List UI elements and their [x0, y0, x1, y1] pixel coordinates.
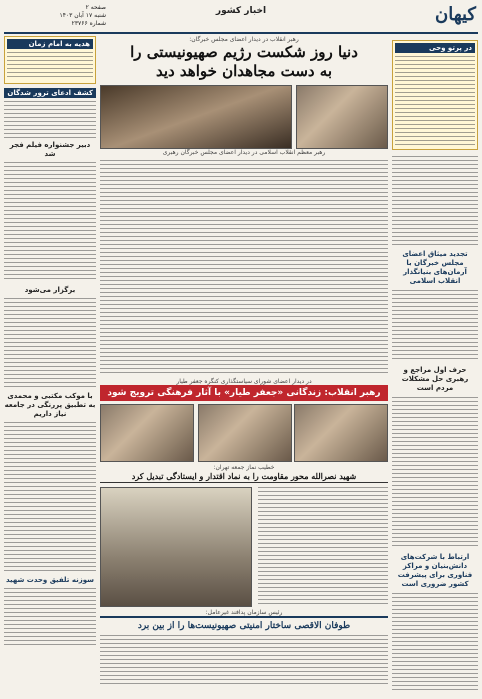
lead-photo-audience: [100, 85, 292, 149]
band2-kicker: خطیب نماز جمعه تهران:: [213, 464, 275, 471]
lead-photos: [100, 85, 388, 147]
band2-photo: [100, 487, 252, 607]
gift-box: [4, 36, 96, 84]
band3-kicker: رئیس سازمان پدافند غیرعامل:: [205, 609, 283, 616]
vahy-text: [395, 56, 475, 146]
right-text-2: [392, 290, 478, 360]
issue-meta: صفحه ۲ شنبه ۱۷ آبان ۱۴۰۳ شماره ۲۳۷۶۶: [59, 4, 106, 27]
left-text-4: [4, 422, 96, 572]
right-text-3: [392, 397, 478, 547]
lead-headline-line1: دنیا روز شکست رژیم صهیونیستی را: [130, 43, 358, 61]
right-text-4: [392, 593, 478, 693]
left-text-3: [4, 298, 96, 388]
gift-text: [7, 52, 93, 80]
left-headline-4: سوزنه تلفیق وحدت شهید: [5, 576, 95, 584]
right-column: [392, 36, 478, 691]
band1-photo-2: [198, 404, 292, 462]
lead-body-text: [100, 160, 388, 375]
lead-photo-main: [296, 85, 388, 149]
band1-photos: [100, 404, 388, 460]
left-headline-1: دبیر جشنواره فیلم فجر شد: [9, 141, 91, 158]
band3-text: [100, 635, 388, 687]
right-text-1: [392, 156, 478, 246]
left-text-5: [4, 588, 96, 648]
band1-photo-1: [294, 404, 388, 462]
left-text-2: [4, 162, 96, 282]
lead-headline-line2: به دست مجاهدان خواهد دید: [155, 62, 333, 80]
band1-photo-3: [100, 404, 194, 462]
band1-headline: رهبر انقلاب: زندگانی «جعفر طیار» با آثار فرهنگی ترویج شود: [100, 385, 388, 401]
right-headline-2: حرف اول مراجع و رهبری حل مشکلات مردم است: [401, 366, 469, 392]
lead-caption: رهبر معظم انقلاب اسلامی در دیدار اعضای مجلس خبرگان رهبری: [162, 149, 326, 156]
left-headline-3: با موکب مکتبی و محمدی به تطبیق پررنگی در جامعه نیاز داریم: [4, 392, 96, 418]
band1-kicker: در دیدار اعضای شورای سیاستگذاری کنگره جعفر طیار: [176, 378, 312, 385]
band3-headline: طوفان الاقصی ساختار امنیتی صهیونیست‌ها را از بین برد: [100, 616, 388, 632]
gift-box-title: هدیه به امام زمان: [7, 39, 93, 49]
right-headline-1: تجدید میثاق اعضای مجلس خبرگان با آرمان‌های بنیانگذار انقلاب اسلامی: [402, 250, 468, 285]
section-title: اخبار کشور: [215, 6, 267, 16]
band2-area: [100, 487, 388, 605]
right-headline-3: ارتباط با شرکت‌های دانش‌بنیان و مراکز فناوری برای پیشرفت کشور ضروری است: [397, 553, 473, 588]
vahy-box-title: در پرتو وحی: [395, 43, 475, 53]
left-headline-2: برگزار می‌شود: [24, 286, 76, 294]
newspaper-logo: کیهان: [434, 4, 476, 25]
band2-text: [258, 487, 388, 605]
main-area: [100, 36, 388, 691]
band2-headline: شهید نصرالله محور مقاومت را به نماد اقتدار و ایستادگی تبدیل کرد: [100, 471, 388, 483]
vahy-box: [392, 40, 478, 150]
left-text-1: [4, 101, 96, 141]
masthead: [4, 2, 478, 34]
lead-kicker: رهبر انقلاب در دیدار اعضای مجلس خبرگان:: [189, 36, 299, 43]
left-column: [4, 36, 96, 691]
box2-title: کشف ادعای ترور شدگان: [4, 88, 96, 98]
